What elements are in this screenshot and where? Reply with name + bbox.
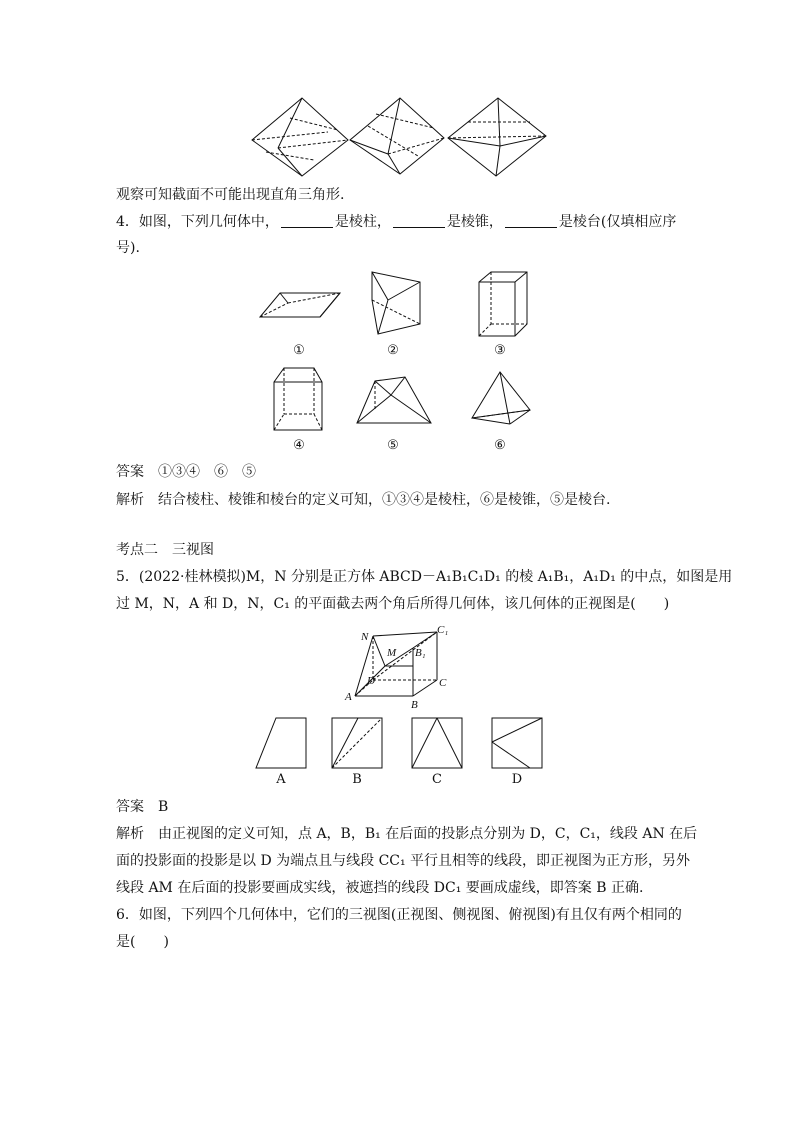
solid-4-figure [270,366,326,434]
option-label-b[interactable]: B [352,772,362,787]
q4-analysis-text: 结合棱柱、棱锥和棱台的定义可知，①③④是棱柱，⑥是棱锥，⑤是棱台. [158,492,611,508]
cube-label-b1: B₁ [415,647,426,659]
q5-answer-label: 答案 [116,799,144,815]
option-a-figure[interactable] [254,716,308,770]
answer-blank-frustum[interactable] [505,213,557,228]
q4-stem-part4: 是棱台(仅填相应序 [558,214,677,230]
cube-figure [345,622,455,712]
q5-stem-line1: 5．(2022·桂林模拟)M，N 分别是正方体 ABCD－A₁B₁C₁D₁ 的棱 A₁B₁，A₁D₁ 的中点，如图是用 [116,569,733,585]
cube-label-c: C [439,677,447,689]
q4-analysis [116,490,610,510]
cube-label-c1: C₁ [437,624,449,636]
solid-label-4: ④ [293,438,305,453]
solid-label-1: ① [293,343,305,358]
answer-blank-pyramid[interactable] [393,213,445,228]
q5-analysis-line1 [116,824,697,844]
solid-5-figure [355,375,435,427]
q5-answer-value: B [158,799,169,815]
solid-label-6: ⑥ [494,438,506,453]
octahedron-figure-3 [448,98,546,176]
solid-3-figure [475,270,531,338]
option-label-d[interactable]: D [511,772,523,787]
octahedron-figure-1 [252,98,348,176]
cube-label-n: N [361,631,369,643]
q5-analysis-label: 解析 [116,826,144,842]
q4-answer-label: 答案 [116,464,144,480]
q4-analysis-label: 解析 [116,492,144,508]
section-heading: 考点二 三视图 [116,542,214,558]
solid-label-2: ② [387,343,399,358]
option-label-a[interactable]: A [276,772,286,787]
q4-answer-value: ①③④ ⑥ ⑤ [158,464,256,480]
octahedron-figures [250,96,550,186]
solid-2-figure [368,270,424,336]
q4-stem-part3: 是棱锥， [446,214,503,230]
q4-stem-line2: 号). [116,240,140,256]
solid-6-figure [470,370,532,426]
q5-analysis-line2: 面的投影面的投影是以 D 为端点且与线段 CC₁ 平行且相等的线段，即正视图为正方形，另外 [116,853,691,869]
q5-analysis-text-1: 由正视图的定义可知，点 A，B，B₁ 在后面的投影点分别为 D，C，C₁，线段 AN 在后 [158,826,698,842]
q5-answer [116,797,168,817]
solid-label-5: ⑤ [387,438,399,453]
cube-label-a: A [345,691,352,703]
solid-label-3: ③ [494,343,506,358]
solid-1-figure [258,285,343,325]
intro-conclusion: 观察可知截面不可能出现直角三角形. [116,187,345,203]
option-d-figure[interactable] [490,716,544,770]
answer-blank-prism[interactable] [281,213,333,228]
q4-stem-line1 [116,212,676,232]
q4-answer [116,462,256,482]
octahedron-figure-2 [350,98,444,174]
q6-stem-line2: 是( ) [116,934,169,950]
q4-stem-part1: 4．如图，下列几何体中， [116,214,279,230]
option-b-figure[interactable] [330,716,384,770]
cube-label-b: B [411,699,418,711]
cube-label-d: D [367,675,375,687]
q5-stem-line2: 过 M，N，A 和 D，N，C₁ 的平面截去两个角后所得几何体，该几何体的正视图是( ) [116,596,670,612]
cube-label-m: M [387,647,397,659]
option-c-figure[interactable] [410,716,464,770]
option-label-c[interactable]: C [432,772,442,787]
q4-stem-part2: 是棱柱， [334,214,391,230]
q6-stem-line1: 6．如图，下列四个几何体中，它们的三视图(正视图、侧视图、俯视图)有且仅有两个相同的 [116,907,682,923]
q5-analysis-line3: 线段 AM 在后面的投影要画成实线，被遮挡的线段 DC₁ 要画成虚线，即答案 B 正确. [116,880,644,896]
